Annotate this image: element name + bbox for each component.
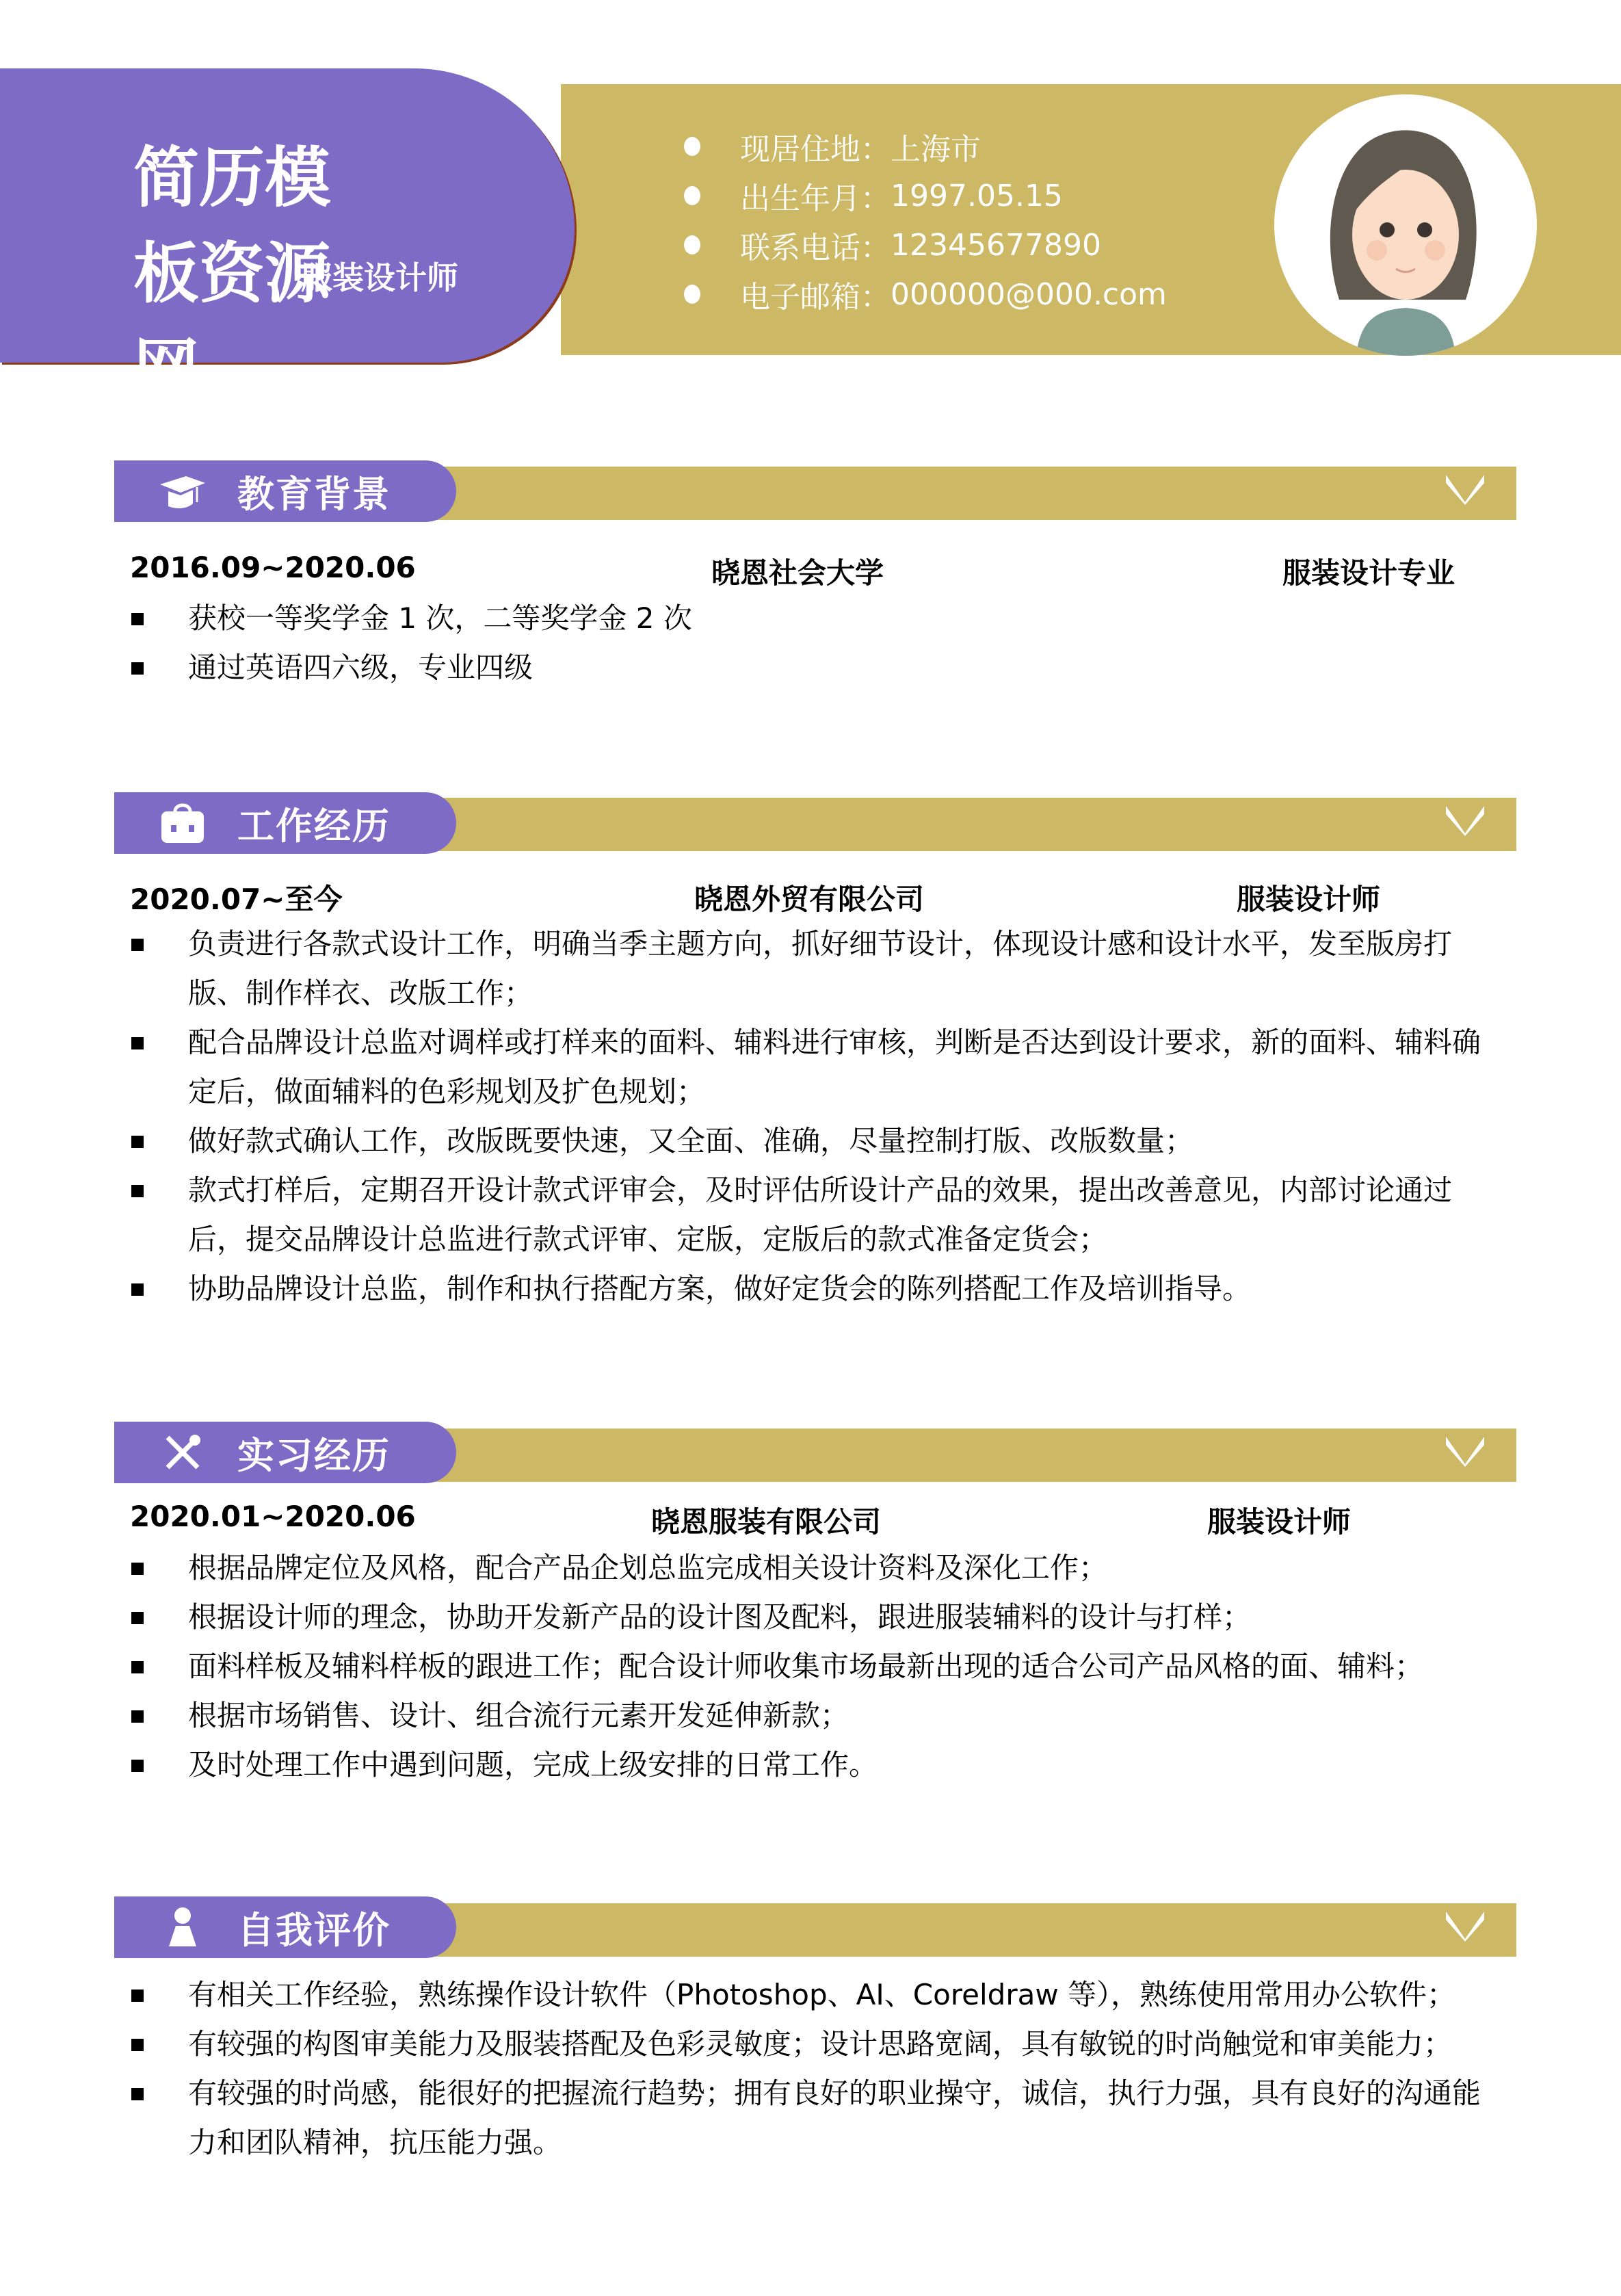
bullet-dot-icon xyxy=(684,137,700,156)
section-title-self-eval xyxy=(114,1896,456,1958)
job-title: 服装设计师 xyxy=(301,259,458,296)
contact-value: 上海市 xyxy=(891,132,981,167)
section-title-text: 教育背景 xyxy=(237,472,391,516)
education-major: 服装设计专业 xyxy=(1282,556,1455,590)
internship-list xyxy=(130,1543,1498,1790)
list-item: 协助品牌设计总监，制作和执行搭配方案，做好定货会的陈列搭配工作及培训指导。 xyxy=(130,1264,1491,1314)
education-school: 晓恩社会大学 xyxy=(711,556,884,590)
internship-period: 2020.01~2020.06 xyxy=(130,1500,416,1533)
education-period: 2016.09~2020.06 xyxy=(130,551,416,584)
work-period: 2020.07~至今 xyxy=(130,883,343,916)
education-meta xyxy=(130,551,1498,592)
list-item: 获校一等奖学金 1 次，二等奖学金 2 次 xyxy=(130,594,1498,643)
contact-value: 12345677890 xyxy=(891,227,1101,263)
internship-company: 晓恩服装有限公司 xyxy=(651,1505,882,1539)
contact-label: 出生年月： xyxy=(740,181,891,216)
section-title-education xyxy=(114,460,456,522)
bullet-dot-icon xyxy=(684,186,700,205)
bullet-dot-icon xyxy=(684,235,700,255)
work-list xyxy=(130,919,1491,1314)
work-company: 晓恩外贸有限公司 xyxy=(694,883,925,916)
tools-icon xyxy=(155,1432,210,1473)
contact-phone xyxy=(684,220,1167,270)
list-item: 根据设计师的理念，协助开发新产品的设计图及配料，跟进服装辅料的设计与打样； xyxy=(130,1593,1498,1642)
list-item: 有相关工作经验，熟练操作设计软件（Photoshop、AI、Coreldraw 等），熟练使用常用办公软件； xyxy=(130,1970,1498,2020)
contact-label: 联系电话： xyxy=(740,231,891,265)
work-meta xyxy=(130,877,1498,918)
list-item: 款式打样后，定期召开设计款式评审会，及时评估所设计产品的效果，提出改善意见，内部讨论通过后，提交品牌设计总监进行款式评审、定版，定版后的款式准备定货会； xyxy=(130,1166,1491,1264)
internship-role: 服装设计师 xyxy=(1207,1505,1352,1539)
section-title-text: 实习经历 xyxy=(237,1433,391,1477)
section-title-internship xyxy=(114,1422,456,1483)
avatar xyxy=(1274,94,1537,356)
list-item: 面料样板及辅料样板的跟进工作；配合设计师收集市场最新出现的适合公司产品风格的面、辅料； xyxy=(130,1642,1498,1691)
graduation-cap-icon xyxy=(155,471,210,512)
contact-label: 电子邮箱： xyxy=(740,280,891,315)
contact-value: 1997.05.15 xyxy=(891,178,1063,213)
internship-meta xyxy=(130,1500,1498,1541)
briefcase-icon xyxy=(155,803,210,844)
chevron-down-icon xyxy=(1445,805,1486,837)
list-item: 做好款式确认工作，改版既要快速，又全面、准确，尽量控制打版、改版数量； xyxy=(130,1117,1491,1166)
chevron-down-icon xyxy=(1445,1910,1486,1943)
list-item: 通过英语四六级，专业四级 xyxy=(130,643,1498,692)
list-item: 根据市场销售、设计、组合流行元素开发延伸新款； xyxy=(130,1691,1498,1740)
list-item: 有较强的构图审美能力及服装搭配及色彩灵敏度；设计思路宽阔，具有敏锐的时尚触觉和审美能力； xyxy=(130,2020,1498,2069)
list-item: 及时处理工作中遇到问题，完成上级安排的日常工作。 xyxy=(130,1740,1498,1790)
contact-value: 000000@000.com xyxy=(891,276,1167,312)
self-eval-list xyxy=(130,1970,1498,2167)
list-item: 负责进行各款式设计工作，明确当季主题方向，抓好细节设计，体现设计感和设计水平，发至版房打版、制作样衣、改版工作； xyxy=(130,919,1491,1018)
person-icon xyxy=(155,1907,210,1948)
contact-address xyxy=(684,122,1167,171)
section-title-text: 工作经历 xyxy=(237,804,391,848)
work-role: 服装设计师 xyxy=(1237,883,1381,916)
contact-birthdate xyxy=(684,171,1167,220)
chevron-down-icon xyxy=(1445,1435,1486,1468)
list-item: 配合品牌设计总监对调样或打样来的面料、辅料进行审核，判断是否达到设计要求，新的面料、辅料确定后，做面辅料的色彩规划及扩色规划； xyxy=(130,1018,1491,1117)
contact-info xyxy=(684,122,1167,319)
chevron-down-icon xyxy=(1445,473,1486,506)
contact-email xyxy=(684,270,1167,319)
bullet-dot-icon xyxy=(684,285,700,304)
section-title-text: 自我评价 xyxy=(237,1908,391,1952)
resume-title: 简历模板资源网 xyxy=(133,140,330,408)
list-item: 根据品牌定位及风格，配合产品企划总监完成相关设计资料及深化工作； xyxy=(130,1543,1498,1593)
contact-label: 现居住地： xyxy=(740,132,891,167)
section-title-work xyxy=(114,792,456,854)
list-item: 有较强的时尚感，能很好的把握流行趋势；拥有良好的职业操守，诚信，执行力强，具有良好的沟通能力和团队精神，抗压能力强。 xyxy=(130,2069,1498,2167)
cartoon-girl-avatar-icon xyxy=(1274,94,1537,356)
education-list xyxy=(130,594,1498,692)
